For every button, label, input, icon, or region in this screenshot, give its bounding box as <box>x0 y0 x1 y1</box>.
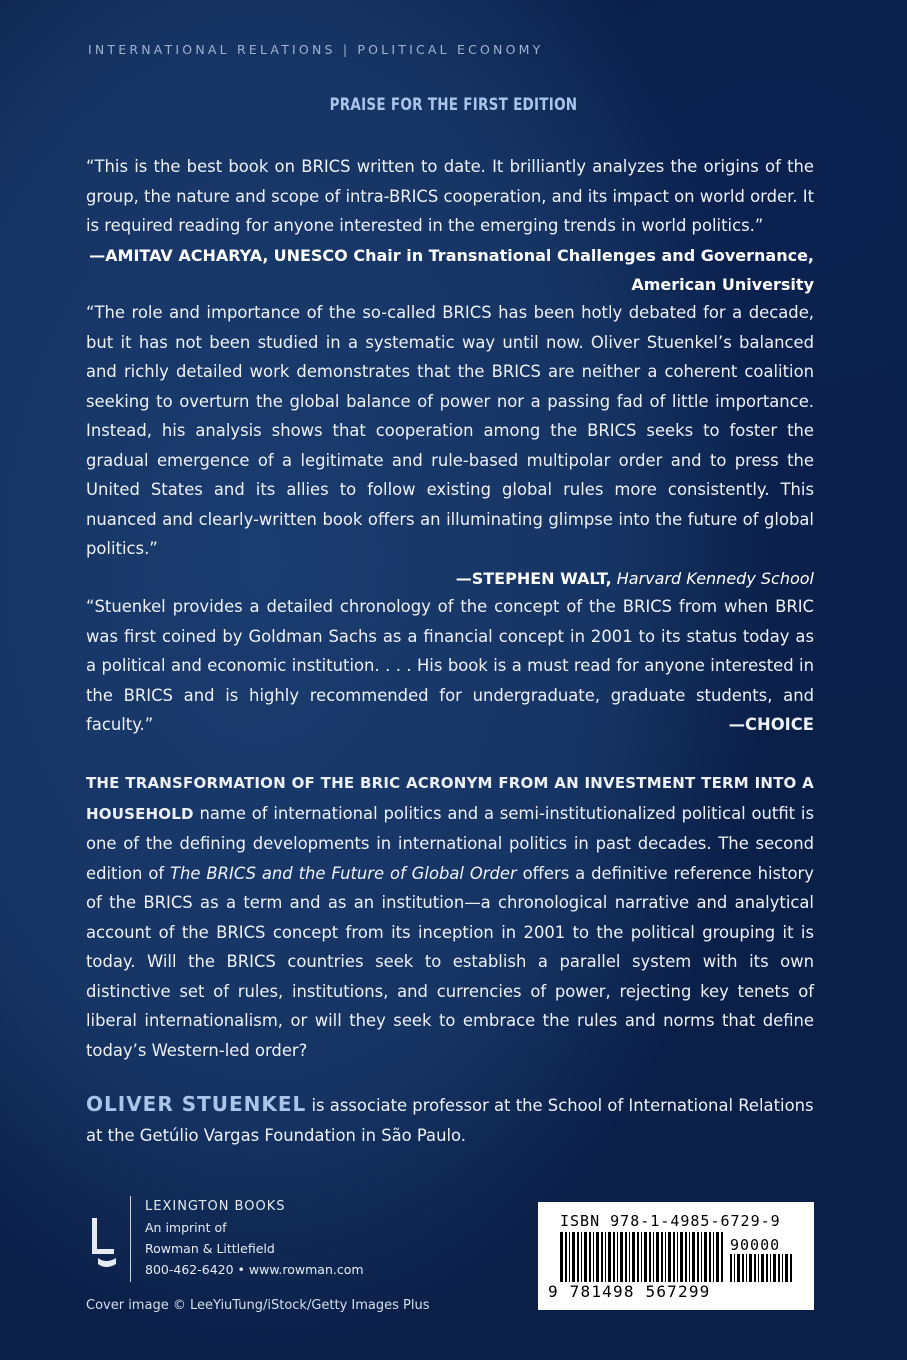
isbn-label: ISBN 978-1-4985-6729-9 <box>560 1212 781 1230</box>
publisher-logo-icon <box>88 1218 118 1270</box>
quote-text-body: “Stuenkel provides a detailed chronology of the concept of the BRICS from when BRIC was first coined by Goldman Sachs as a financial concept in 2001 to its status today as a political and economic institution. . . . His book is a must read for anyone interested in the BRICS and is highly recommended for undergraduate, graduate students, and faculty.” <box>86 597 814 734</box>
quote-text: “The role and importance of the so-called BRICS has been hotly debated for a decade, but it has not been studied in a systematic way until now. Oliver Stuenkel’s balanced and richly detailed work demonstrates that the BRICS are neither a coherent coalition seeking to overturn the global balance of power nor a passing fad of little importance. Instead, his analysis shows that cooperation among the BRICS seeks to foster the gradual emergence of a legitimate and rule-based multipolar order and to press the United States and its allies to follow existing global rules more consistently. This nuanced and clearly-written book offers an illuminating glimpse into the future of global politics.” <box>86 303 814 558</box>
publisher-block <box>88 1196 364 1282</box>
book-description <box>86 768 814 1065</box>
quote-attribution <box>86 564 814 593</box>
description-part2: offers a definitive reference history of the BRICS as a term and as an institution—a chronological narrative and analytical account of the BRICS concept from its inception in 2001 to the political grouping it is today. Will the BRICS countries seek to establish a parallel system with its own distinctive set of rules, institutions, and currencies of power, rejecting key tenets of liberal internationalism, or will they seek to embrace the rules and norms that define today’s Western-led order? <box>86 863 814 1060</box>
quote-text: “This is the best book on BRICS written to date. It brilliantly analyzes the origins of the group, the nature and scope of intra-BRICS cooperation, and its impact on world order. It is required reading for anyone interested in the emerging trends in world politics.” <box>86 157 814 235</box>
barcode-bars-icon <box>560 1232 724 1284</box>
isbn-digits: 9 781498 567299 <box>548 1282 711 1301</box>
author-bio <box>86 1090 814 1150</box>
description-lead: THE TRANSFORMATION OF THE BRIC ACRONYM FROM AN INVESTMENT TERM INTO A HOUSEHOLD <box>86 774 814 823</box>
quote-text <box>86 592 814 740</box>
quote-2 <box>86 298 814 593</box>
description-part1: name of international politics and a semi-institutionalized political outfit is one of the defining developments in international politics in past decades. The second edition of <box>86 803 814 883</box>
attribution-name: —CHOICE <box>728 715 814 734</box>
barcode <box>538 1202 814 1310</box>
category-label: INTERNATIONAL RELATIONS | POLITICAL ECONOMY <box>88 42 544 57</box>
publisher-parent: Rowman & Littlefield <box>145 1241 275 1256</box>
quote-1 <box>86 152 814 299</box>
author-bio-text: is associate professor at the School of International Relations at the Getúlio Vargas Foundation in São Paulo. <box>86 1096 814 1145</box>
quote-3 <box>86 592 814 740</box>
praise-heading: PRAISE FOR THE FIRST EDITION <box>329 95 578 114</box>
attribution-affiliation: UNESCO Chair in Transnational Challenges and Governance, American University <box>273 245 814 294</box>
price-code: 90000 <box>730 1236 781 1254</box>
author-name: OLIVER STUENKEL <box>86 1092 307 1116</box>
cover-credit: Cover image © LeeYiuTung/iStock/Getty Images Plus <box>86 1298 430 1313</box>
book-title: The BRICS and the Future of Global Order <box>170 863 517 883</box>
publisher-text <box>145 1196 364 1280</box>
attribution-name: —STEPHEN WALT, <box>455 568 612 588</box>
publisher-contact: 800-462-6420 • www.rowman.com <box>145 1262 364 1277</box>
attribution-name: —AMITAV ACHARYA, <box>89 245 269 265</box>
publisher-imprint-line: An imprint of <box>145 1220 227 1235</box>
quote-attribution <box>86 241 814 299</box>
attribution-affiliation: Harvard Kennedy School <box>616 568 814 588</box>
publisher-name: LEXINGTON BOOKS <box>145 1199 286 1214</box>
publisher-divider <box>130 1196 131 1282</box>
price-barcode-bars-icon <box>730 1254 796 1284</box>
